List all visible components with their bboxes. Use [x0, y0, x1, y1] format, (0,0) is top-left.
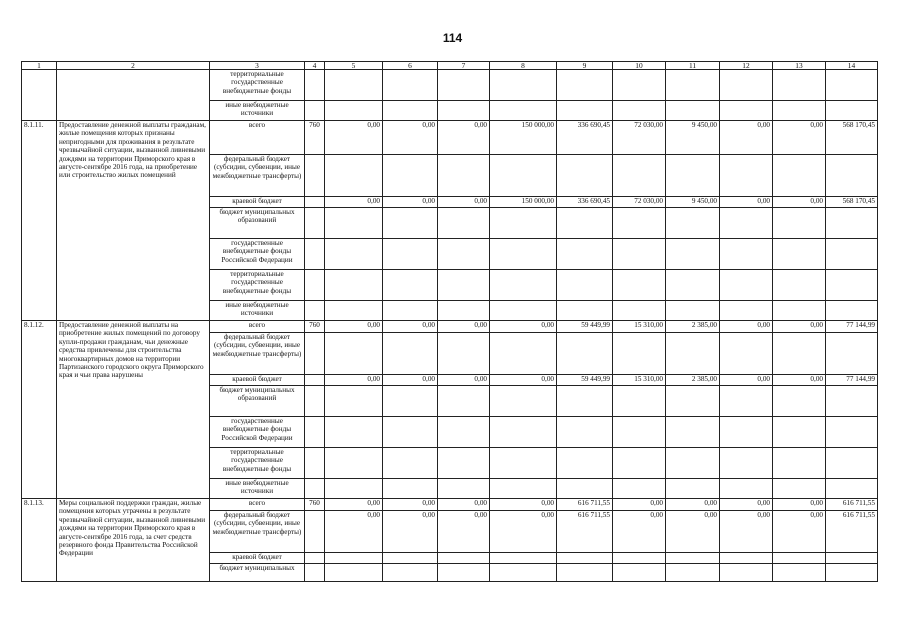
amount-cell [557, 479, 613, 499]
amount-cell [325, 70, 383, 101]
amount-cell: 0,00 [666, 499, 720, 511]
amount-cell: 15 310,00 [613, 321, 666, 333]
amount-cell [557, 333, 613, 375]
amount-cell: 0,00 [773, 375, 826, 386]
amount-cell [490, 155, 557, 197]
amount-cell [490, 270, 557, 301]
budget-code-cell [305, 155, 325, 197]
amount-cell [826, 239, 878, 270]
amount-cell: 77 144,99 [826, 375, 878, 386]
amount-cell [557, 386, 613, 417]
amount-cell: 0,00 [383, 121, 438, 155]
code-cell [22, 70, 57, 121]
amount-cell: 0,00 [773, 321, 826, 333]
amount-cell [557, 564, 613, 582]
amount-cell [720, 479, 773, 499]
amount-cell [826, 333, 878, 375]
amount-cell [773, 448, 826, 479]
amount-cell [557, 417, 613, 448]
amount-cell [826, 301, 878, 321]
amount-cell [773, 70, 826, 101]
amount-cell: 2 385,00 [666, 375, 720, 386]
amount-cell [666, 333, 720, 375]
amount-cell: 616 711,55 [826, 511, 878, 553]
funding-source-cell: краевой бюджет [210, 375, 305, 386]
amount-cell [613, 270, 666, 301]
amount-cell: 0,00 [383, 197, 438, 208]
funding-source-cell: бюджет муниципальных [210, 564, 305, 582]
amount-cell [666, 564, 720, 582]
amount-cell: 0,00 [720, 511, 773, 553]
amount-cell [490, 417, 557, 448]
amount-cell: 72 030,00 [613, 121, 666, 155]
amount-cell [490, 208, 557, 239]
amount-cell [438, 448, 490, 479]
amount-cell [773, 270, 826, 301]
description-cell [57, 70, 210, 121]
column-number: 2 [57, 62, 210, 70]
amount-cell [383, 479, 438, 499]
amount-cell [826, 386, 878, 417]
amount-cell: 2 385,00 [666, 321, 720, 333]
column-number: 1 [22, 62, 57, 70]
budget-code-cell [305, 270, 325, 301]
amount-cell: 0,00 [773, 511, 826, 553]
amount-cell: 0,00 [325, 511, 383, 553]
amount-cell [613, 417, 666, 448]
item-code-cell: 8.1.12. [22, 321, 57, 499]
amount-cell [666, 479, 720, 499]
amount-cell [325, 301, 383, 321]
amount-cell: 336 690,45 [557, 197, 613, 208]
amount-cell [720, 208, 773, 239]
amount-cell [325, 553, 383, 564]
funding-source-cell: бюджет муниципальных образований [210, 386, 305, 417]
amount-cell [557, 270, 613, 301]
amount-cell [490, 553, 557, 564]
amount-cell: 0,00 [438, 321, 490, 333]
amount-cell: 15 310,00 [613, 375, 666, 386]
amount-cell: 0,00 [490, 499, 557, 511]
funding-source-cell: всего [210, 321, 305, 333]
amount-cell [666, 553, 720, 564]
column-number: 11 [666, 62, 720, 70]
amount-cell [666, 270, 720, 301]
amount-cell [720, 333, 773, 375]
amount-cell [720, 101, 773, 121]
amount-cell [666, 448, 720, 479]
amount-cell [490, 333, 557, 375]
amount-cell: 0,00 [773, 499, 826, 511]
amount-cell [438, 70, 490, 101]
funding-source-cell: федеральный бюджет (субсидии, субвенции, иные межбюджетные трансферты) [210, 511, 305, 553]
amount-cell: 0,00 [325, 121, 383, 155]
amount-cell [438, 239, 490, 270]
amount-cell [325, 239, 383, 270]
amount-cell: 0,00 [720, 321, 773, 333]
amount-cell [490, 448, 557, 479]
budget-code-cell [305, 511, 325, 553]
amount-cell: 150 000,00 [490, 197, 557, 208]
amount-cell [720, 386, 773, 417]
amount-cell [613, 101, 666, 121]
amount-cell [773, 564, 826, 582]
funding-source-cell: краевой бюджет [210, 197, 305, 208]
amount-cell: 336 690,45 [557, 121, 613, 155]
amount-cell [666, 417, 720, 448]
amount-cell [383, 386, 438, 417]
amount-cell: 0,00 [383, 499, 438, 511]
amount-cell: 0,00 [773, 197, 826, 208]
budget-code-cell [305, 375, 325, 386]
amount-cell [325, 564, 383, 582]
budget-code-cell [305, 417, 325, 448]
funding-source-cell: бюджет муниципальных образований [210, 208, 305, 239]
amount-cell: 0,00 [490, 511, 557, 553]
amount-cell: 150 000,00 [490, 121, 557, 155]
budget-table [21, 61, 878, 582]
amount-cell [383, 70, 438, 101]
amount-cell [325, 155, 383, 197]
amount-cell: 0,00 [720, 121, 773, 155]
amount-cell [826, 553, 878, 564]
amount-cell [383, 553, 438, 564]
amount-cell [490, 70, 557, 101]
amount-cell [613, 301, 666, 321]
amount-cell: 0,00 [325, 499, 383, 511]
amount-cell [720, 70, 773, 101]
amount-cell [383, 448, 438, 479]
column-number: 4 [305, 62, 325, 70]
funding-source-cell: иные внебюджетные источники [210, 479, 305, 499]
amount-cell: 0,00 [438, 511, 490, 553]
amount-cell [383, 101, 438, 121]
amount-cell: 0,00 [490, 375, 557, 386]
amount-cell [613, 333, 666, 375]
amount-cell: 9 450,00 [666, 197, 720, 208]
amount-cell [613, 564, 666, 582]
item-description-cell: Предоставление денежной выплаты на приобретение жилых помещений по договору купли-продажи гражданам, чьи денежные средства привлечены для строительства многоквартирных домов на территории Партизанского городского округа Приморского края и чьи права нарушены [57, 321, 210, 499]
column-number: 3 [210, 62, 305, 70]
amount-cell [773, 417, 826, 448]
amount-cell [490, 386, 557, 417]
item-code-cell: 8.1.11. [22, 121, 57, 321]
budget-code-cell [305, 70, 325, 101]
amount-cell [720, 301, 773, 321]
amount-cell [826, 70, 878, 101]
amount-cell [383, 333, 438, 375]
amount-cell [383, 155, 438, 197]
amount-cell: 0,00 [613, 499, 666, 511]
amount-cell: 616 711,55 [557, 499, 613, 511]
amount-cell [557, 101, 613, 121]
amount-cell: 9 450,00 [666, 121, 720, 155]
budget-code-cell [305, 101, 325, 121]
column-number: 6 [383, 62, 438, 70]
amount-cell [490, 479, 557, 499]
amount-cell [325, 448, 383, 479]
amount-cell [826, 448, 878, 479]
amount-cell [826, 417, 878, 448]
amount-cell [557, 301, 613, 321]
funding-source-cell: территориальные государственные внебюджетные фонды [210, 270, 305, 301]
amount-cell [438, 333, 490, 375]
amount-cell: 0,00 [438, 121, 490, 155]
column-number: 13 [773, 62, 826, 70]
funding-source-cell: государственные внебюджетные фонды Российской Федерации [210, 239, 305, 270]
amount-cell [557, 155, 613, 197]
funding-source-cell: иные внебюджетные источники [210, 301, 305, 321]
amount-cell [720, 553, 773, 564]
amount-cell [666, 101, 720, 121]
amount-cell [325, 270, 383, 301]
amount-cell [720, 417, 773, 448]
amount-cell: 568 170,45 [826, 197, 878, 208]
amount-cell [826, 208, 878, 239]
amount-cell [666, 208, 720, 239]
amount-cell: 0,00 [325, 321, 383, 333]
amount-cell [383, 417, 438, 448]
amount-cell [773, 239, 826, 270]
column-number: 12 [720, 62, 773, 70]
amount-cell [826, 155, 878, 197]
table-row [22, 499, 878, 511]
budget-code-cell [305, 386, 325, 417]
amount-cell [383, 301, 438, 321]
column-number: 9 [557, 62, 613, 70]
column-number: 8 [490, 62, 557, 70]
amount-cell [490, 564, 557, 582]
funding-source-cell: государственные внебюджетные фонды Российской Федерации [210, 417, 305, 448]
table-row [22, 70, 878, 101]
amount-cell [325, 386, 383, 417]
amount-cell [613, 155, 666, 197]
funding-source-cell: всего [210, 121, 305, 155]
budget-code-cell [305, 197, 325, 208]
amount-cell [438, 301, 490, 321]
amount-cell: 77 144,99 [826, 321, 878, 333]
amount-cell [613, 70, 666, 101]
column-number: 7 [438, 62, 490, 70]
amount-cell [613, 208, 666, 239]
amount-cell: 0,00 [383, 375, 438, 386]
amount-cell [720, 564, 773, 582]
table-row [22, 121, 878, 155]
amount-cell [383, 208, 438, 239]
amount-cell: 0,00 [438, 375, 490, 386]
amount-cell [666, 239, 720, 270]
amount-cell [383, 270, 438, 301]
amount-cell [613, 479, 666, 499]
amount-cell [826, 270, 878, 301]
budget-code-cell [305, 553, 325, 564]
amount-cell [773, 155, 826, 197]
amount-cell [826, 101, 878, 121]
funding-source-cell: территориальные государственные внебюджетные фонды [210, 70, 305, 101]
amount-cell: 0,00 [720, 499, 773, 511]
amount-cell [557, 208, 613, 239]
amount-cell [666, 155, 720, 197]
amount-cell [773, 208, 826, 239]
budget-code-cell [305, 239, 325, 270]
budget-code-cell [305, 564, 325, 582]
amount-cell [613, 448, 666, 479]
amount-cell: 0,00 [720, 197, 773, 208]
column-number: 5 [325, 62, 383, 70]
amount-cell [613, 239, 666, 270]
column-number-row [22, 62, 878, 70]
amount-cell [438, 270, 490, 301]
amount-cell: 0,00 [438, 499, 490, 511]
amount-cell [773, 479, 826, 499]
amount-cell: 616 711,55 [557, 511, 613, 553]
column-number: 10 [613, 62, 666, 70]
amount-cell: 616 711,55 [826, 499, 878, 511]
amount-cell: 0,00 [773, 121, 826, 155]
budget-code-cell: 760 [305, 321, 325, 333]
amount-cell [325, 333, 383, 375]
budget-code-cell: 760 [305, 121, 325, 155]
amount-cell [438, 553, 490, 564]
funding-source-cell: федеральный бюджет (субсидии, субвенции, иные межбюджетные трансферты) [210, 333, 305, 375]
amount-cell [613, 553, 666, 564]
amount-cell [557, 70, 613, 101]
amount-cell [438, 208, 490, 239]
amount-cell [490, 101, 557, 121]
funding-source-cell: иные внебюджетные источники [210, 101, 305, 121]
amount-cell [666, 301, 720, 321]
amount-cell [438, 386, 490, 417]
budget-code-cell [305, 301, 325, 321]
amount-cell [557, 239, 613, 270]
budget-code-cell: 760 [305, 499, 325, 511]
amount-cell [773, 333, 826, 375]
amount-cell [826, 564, 878, 582]
amount-cell [557, 553, 613, 564]
budget-code-cell [305, 448, 325, 479]
column-number: 14 [826, 62, 878, 70]
amount-cell [325, 417, 383, 448]
amount-cell [773, 386, 826, 417]
amount-cell [438, 564, 490, 582]
amount-cell [720, 155, 773, 197]
amount-cell [666, 70, 720, 101]
amount-cell [720, 270, 773, 301]
amount-cell [720, 239, 773, 270]
amount-cell: 0,00 [666, 511, 720, 553]
budget-code-cell [305, 208, 325, 239]
page-number: 114 [442, 31, 463, 45]
amount-cell [383, 239, 438, 270]
budget-code-cell [305, 333, 325, 375]
amount-cell: 0,00 [383, 321, 438, 333]
amount-cell [773, 301, 826, 321]
amount-cell: 0,00 [490, 321, 557, 333]
funding-source-cell: федеральный бюджет (субсидии, субвенции, иные межбюджетные трансферты) [210, 155, 305, 197]
amount-cell: 59 449,99 [557, 321, 613, 333]
item-description-cell: Меры социальной поддержки граждан, жилые помещения которых утрачены в результате чрезвычайной ситуации, вызванной ливневыми дождями на территории Приморского края в августе-сентябре 2016 года, за счет средств резервного фонда Правительства Российской Федерации [57, 499, 210, 582]
amount-cell [438, 417, 490, 448]
amount-cell: 0,00 [383, 511, 438, 553]
amount-cell [438, 479, 490, 499]
amount-cell [325, 101, 383, 121]
amount-cell [383, 564, 438, 582]
amount-cell [438, 155, 490, 197]
amount-cell: 0,00 [325, 375, 383, 386]
amount-cell [773, 101, 826, 121]
amount-cell [613, 386, 666, 417]
item-code-cell: 8.1.13. [22, 499, 57, 582]
amount-cell [325, 479, 383, 499]
amount-cell: 59 449,99 [557, 375, 613, 386]
amount-cell: 0,00 [438, 197, 490, 208]
amount-cell: 568 170,45 [826, 121, 878, 155]
amount-cell [666, 386, 720, 417]
amount-cell: 0,00 [325, 197, 383, 208]
funding-source-cell: краевой бюджет [210, 553, 305, 564]
funding-source-cell: территориальные государственные внебюджетные фонды [210, 448, 305, 479]
amount-cell [325, 208, 383, 239]
amount-cell: 0,00 [720, 375, 773, 386]
amount-cell [773, 553, 826, 564]
amount-cell [490, 301, 557, 321]
amount-cell [557, 448, 613, 479]
amount-cell [720, 448, 773, 479]
amount-cell [438, 101, 490, 121]
table-row [22, 321, 878, 333]
funding-source-cell: всего [210, 499, 305, 511]
amount-cell: 72 030,00 [613, 197, 666, 208]
amount-cell [826, 479, 878, 499]
item-description-cell: Предоставление денежной выплаты гражданам, жилые помещения которых признаны непригодными для проживания в результате чрезвычайной ситуации, вызванной ливневыми дождями на территории Приморского края в августе-сентябре 2016 года, на приобретение или строительство жилых помещений [57, 121, 210, 321]
amount-cell: 0,00 [613, 511, 666, 553]
amount-cell [490, 239, 557, 270]
budget-code-cell [305, 479, 325, 499]
